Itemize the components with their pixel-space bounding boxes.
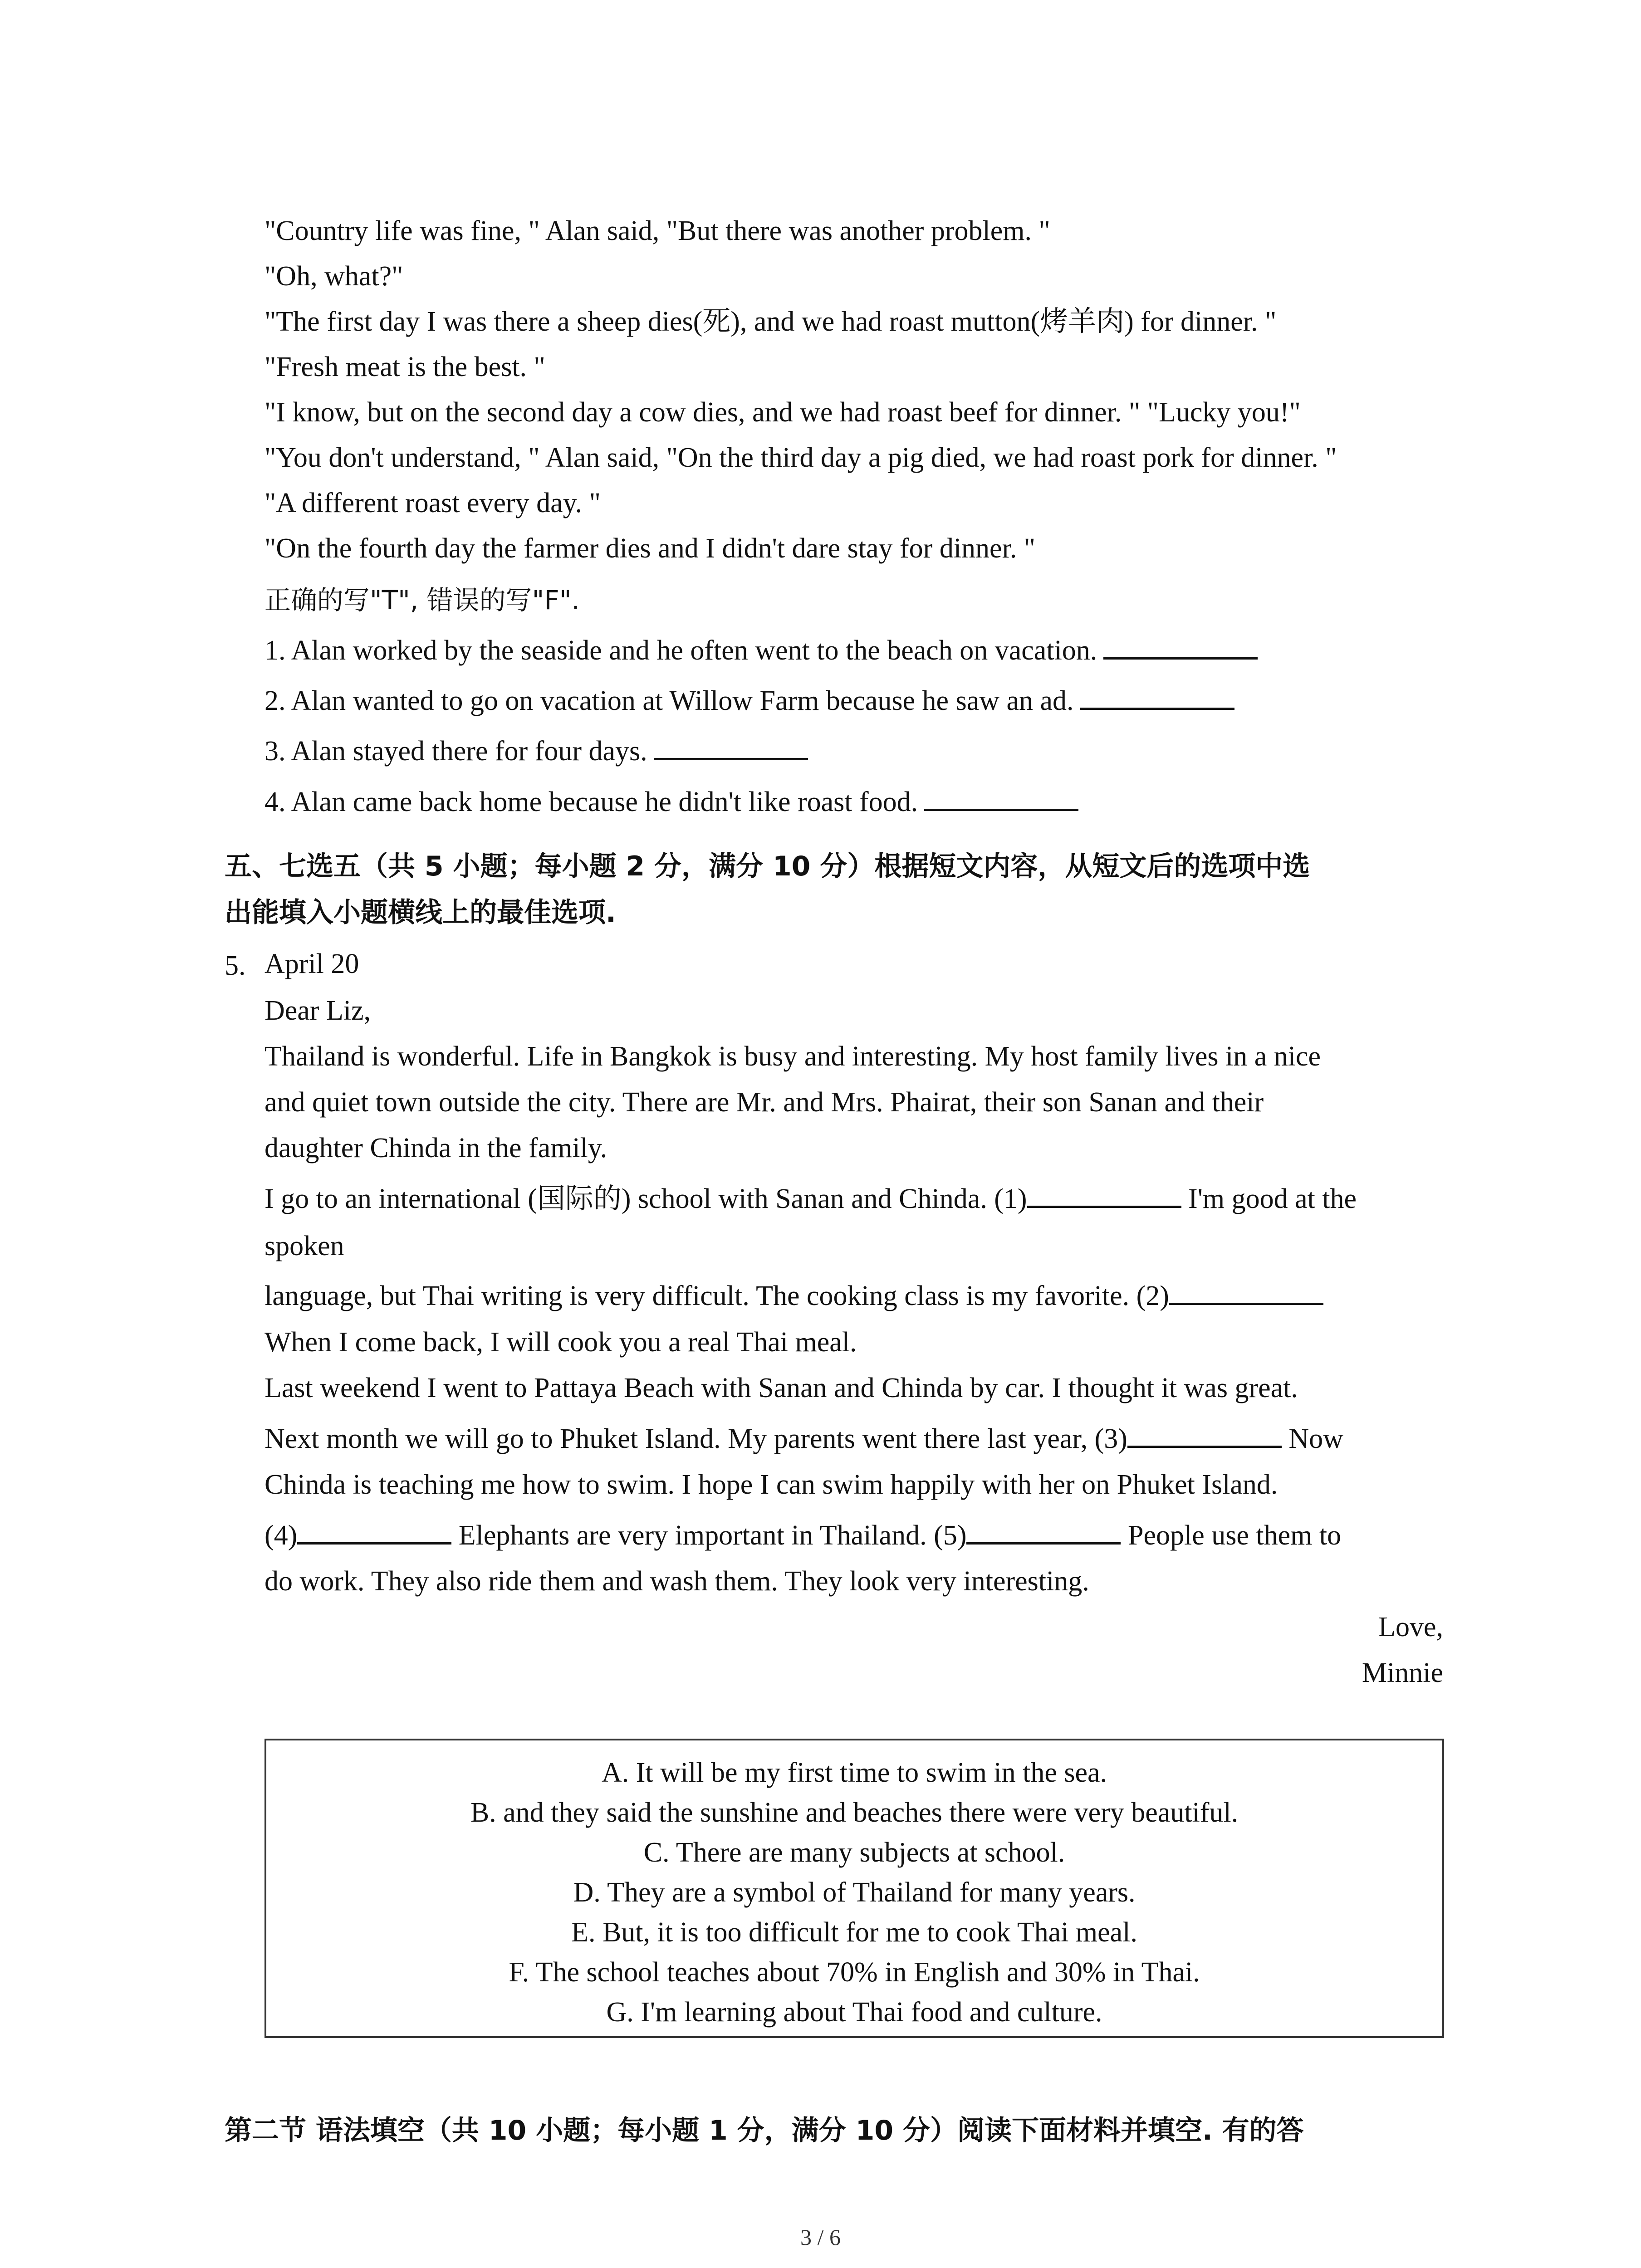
letter-text: People use them to	[1121, 1520, 1342, 1551]
letter-line: and quiet town outside the city. There are Mr. and Mrs. Phairat, their son Sanan and their	[265, 1087, 1264, 1118]
letter-line: daughter Chinda in the family.	[265, 1133, 607, 1163]
answer-blank-5[interactable]	[966, 1524, 1121, 1545]
answer-blank-3[interactable]	[1127, 1427, 1282, 1448]
dialog-line: "Oh, what?"	[265, 261, 403, 292]
letter-text: I'm good at the	[1181, 1183, 1357, 1214]
question-text: 2. Alan wanted to go on vacation at Willow Farm because he saw an ad.	[265, 685, 1074, 716]
dialog-line: "Country life was fine, " Alan said, "But there was another problem. "	[265, 215, 1050, 246]
letter-text: (4)	[265, 1520, 298, 1551]
letter-text: Next month we will go to Phuket Island. My parents went there last year, (3)	[265, 1423, 1127, 1454]
section-heading: 第二节 语法填空（共 10 小题；每小题 1 分，满分 10 分）阅读下面材料并填空. 有的答	[225, 2115, 1304, 2146]
dialog-line: "The first day I was there a sheep dies(死), and we had roast mutton(烤羊肉) for dinner. "	[265, 306, 1277, 337]
answer-blank-1[interactable]	[1027, 1188, 1181, 1208]
dialog-line: "Fresh meat is the best. "	[265, 352, 545, 382]
question-text: 3. Alan stayed there for four days.	[265, 736, 647, 767]
question-text: 4. Alan came back home because he didn't like roast food.	[265, 787, 918, 817]
letter-line: Last weekend I went to Pattaya Beach with Sanan and Chinda by car. I thought it was great.	[265, 1373, 1298, 1403]
letter-line	[265, 1282, 1323, 1310]
letter-date: April 20	[265, 948, 359, 979]
option-e: E. But, it is too difficult for me to cook Thai meal.	[571, 1917, 1137, 1948]
letter-line	[265, 1185, 1357, 1213]
question-text: 1. Alan worked by the seaside and he often went to the beach on vacation.	[265, 635, 1097, 666]
dialog-line: "You don't understand, " Alan said, "On the third day a pig died, we had roast pork for dinner. "	[265, 442, 1337, 473]
letter-text: Elephants are very important in Thailand. (5)	[451, 1520, 967, 1551]
option-b: B. and they said the sunshine and beaches there were very beautiful.	[470, 1797, 1239, 1828]
dialog-line: "I know, but on the second day a cow dies, and we had roast beef for dinner. " "Lucky you!"	[265, 397, 1301, 428]
letter-line: When I come back, I will cook you a real Thai meal.	[265, 1327, 857, 1358]
letter-line: Chinda is teaching me how to swim. I hope I can swim happily with her on Phuket Island.	[265, 1469, 1278, 1500]
answer-blank-2[interactable]	[1169, 1285, 1323, 1305]
question-number: 5.	[225, 950, 246, 981]
letter-text: I go to an international (国际的) school with Sanan and Chinda. (1)	[265, 1183, 1027, 1214]
answer-blank[interactable]	[1080, 689, 1234, 710]
dialog-line: "A different roast every day. "	[265, 488, 601, 518]
letter-line	[265, 1521, 1341, 1549]
page-number: 3 / 6	[800, 2224, 841, 2250]
answer-blank[interactable]	[924, 791, 1078, 811]
answer-blank[interactable]	[1103, 639, 1258, 660]
dialog-passage	[265, 217, 1337, 580]
tf-question-3	[265, 737, 808, 765]
option-c: C. There are many subjects at school.	[643, 1837, 1065, 1868]
tf-instruction: 正确的写"T", 错误的写"F".	[265, 585, 580, 616]
letter-signature: Minnie	[1362, 1657, 1443, 1688]
letter-line	[265, 1425, 1343, 1453]
tf-question-1	[265, 636, 1258, 665]
letter-text: language, but Thai writing is very difficult. The cooking class is my favorite. (2)	[265, 1281, 1169, 1311]
option-g: G. I'm learning about Thai food and culture.	[606, 1997, 1102, 2028]
letter-text: Now	[1281, 1423, 1343, 1454]
letter-closing: Love,	[1378, 1612, 1443, 1642]
tf-question-2	[265, 687, 1234, 715]
answer-blank[interactable]	[654, 740, 808, 760]
letter-line: spoken	[265, 1231, 344, 1261]
tf-question-4	[265, 788, 1078, 816]
letter-line: do work. They also ride them and wash them. They look very interesting.	[265, 1566, 1089, 1597]
option-d: D. They are a symbol of Thailand for many years.	[573, 1877, 1136, 1908]
options-box	[265, 1739, 1444, 2038]
option-a: A. It will be my first time to swim in the sea.	[601, 1757, 1107, 1788]
answer-blank-4[interactable]	[297, 1524, 451, 1545]
option-f: F. The school teaches about 70% in English and 30% in Thai.	[509, 1957, 1200, 1988]
section-heading: 出能填入小题横线上的最佳选项.	[225, 897, 616, 929]
letter-greeting: Dear Liz,	[265, 995, 371, 1026]
letter-line: Thailand is wonderful. Life in Bangkok is busy and interesting. My host family lives in a nice	[265, 1041, 1321, 1072]
section-heading: 五、七选五（共 5 小题；每小题 2 分，满分 10 分）根据短文内容，从短文后的选项中选	[225, 850, 1310, 882]
dialog-line: "On the fourth day the farmer dies and I didn't dare stay for dinner. "	[265, 533, 1036, 564]
